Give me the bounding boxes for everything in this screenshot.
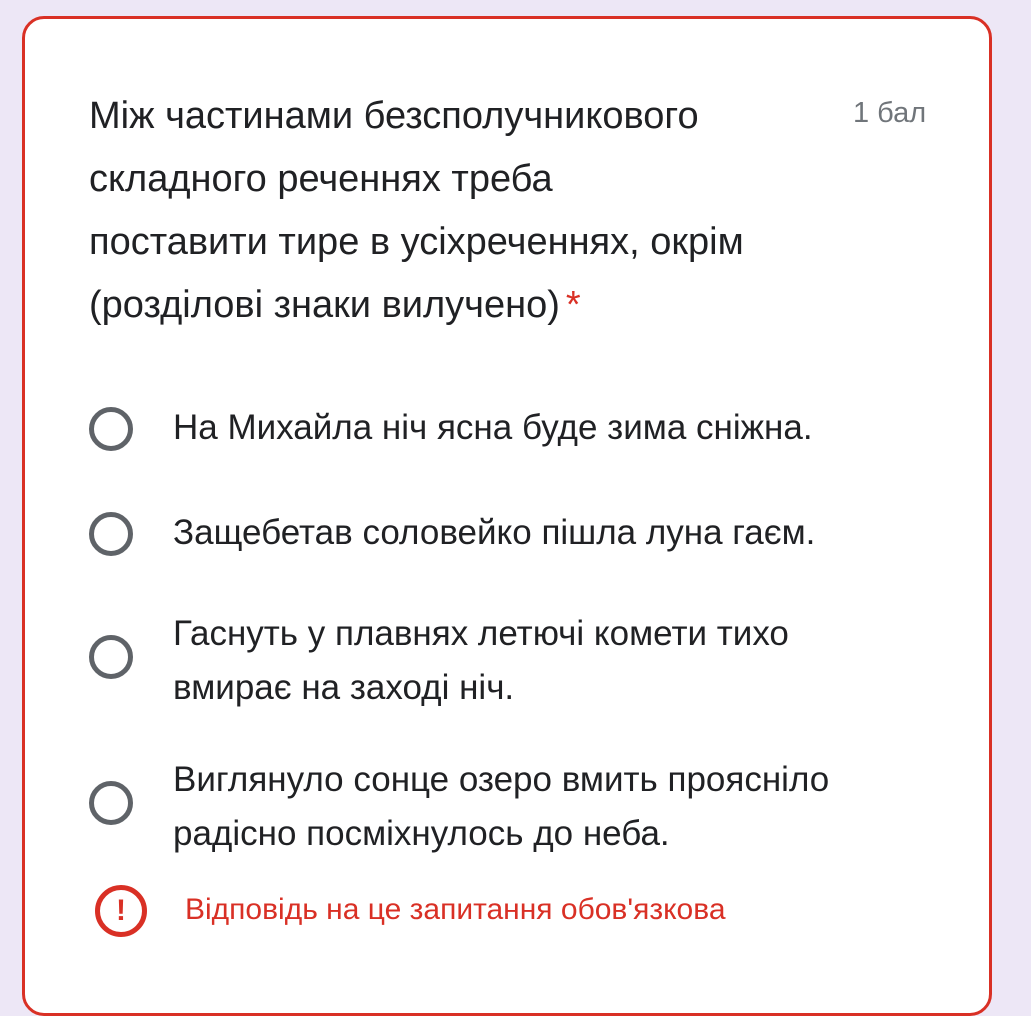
radio-option[interactable] [89, 506, 949, 566]
radio-button[interactable] [89, 635, 133, 679]
question-title-line: складного реченнях треба [89, 158, 553, 200]
question-card [22, 16, 992, 1016]
option-label [173, 506, 933, 560]
option-label [173, 607, 933, 715]
error-message: Відповідь на це запитання обов'язкова [185, 893, 726, 926]
required-asterisk: * [565, 284, 581, 326]
question-title-line: поставити тире в усіхреченнях, окрім [89, 221, 744, 263]
points-label: 1 бал [853, 97, 927, 129]
question-title-line: Між частинами безсполучникового [89, 95, 699, 137]
question-title [89, 85, 809, 337]
radio-option[interactable] [89, 607, 949, 717]
error-icon: ! [95, 885, 147, 937]
option-label [173, 401, 933, 455]
option-label [173, 753, 933, 861]
radio-button[interactable] [89, 407, 133, 451]
option-label-line: Защебетав соловейко пішла луна гаєм. [173, 513, 816, 552]
radio-option[interactable] [89, 753, 949, 863]
radio-button[interactable] [89, 781, 133, 825]
validation-error [95, 885, 955, 941]
question-title-text: (розділові знаки вилучено) [89, 284, 560, 326]
radio-button[interactable] [89, 512, 133, 556]
option-label-line: Виглянуло сонце озеро вмить проясніло [173, 760, 830, 799]
option-label-line: радісно посміхнулось до неба. [173, 814, 670, 853]
question-title-line [89, 274, 809, 337]
option-label-line: вмирає на заході ніч. [173, 668, 515, 707]
option-label-line: Гаснуть у плавнях летючі комети тихо [173, 614, 789, 653]
option-label-line: На Михайла ніч ясна буде зима сніжна. [173, 408, 813, 447]
radio-option[interactable] [89, 401, 949, 461]
